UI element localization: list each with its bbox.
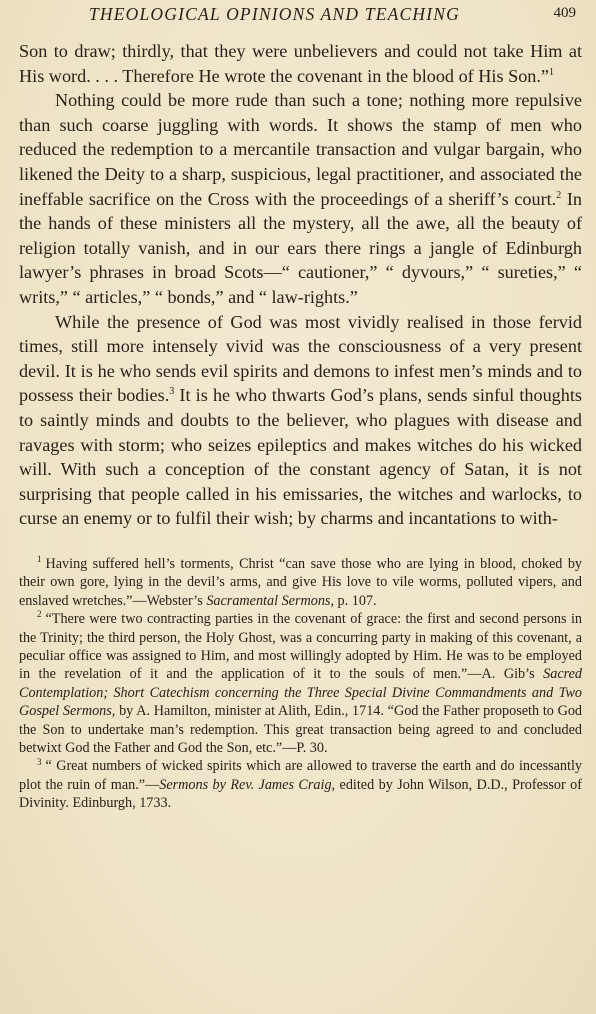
body-text xyxy=(19,39,582,531)
paragraph-text: It is he who thwarts God’s plans, sends sinful thoughts to saintly minds and doubts to the believer, who plagues with disease and ravages with storm; who seizes epileptics and makes witches do his wicked will. With such a conception of the constant agency of Satan, it is not surprising that people called in his emissaries, the witches and warlocks, to curse an enemy or to fulfil their wish; by charms and incantations to with- xyxy=(19,385,582,529)
paragraph-continued xyxy=(19,39,582,88)
footnotes xyxy=(19,555,582,813)
footnote-text: “There were two contracting parties in the covenant of grace: the first and second persons in the Trinity; the third person, the Holy Ghost, was a concurring party in making of this covenant, a peculiar office was assigned to Him, and most willingly adopted by Him. He was to be employed in the revelation of it and the application of it to the souls of men.”—A. Gib’s xyxy=(19,611,582,683)
footnote xyxy=(19,555,582,610)
paragraph-text: In the hands of these ministers all the mystery, all the awe, all the beauty of religion totally vanish, and in our ears there rings a jangle of Edinburgh lawyer’s phrases in broad Scots—“ cautioner,” “ dyvours,” “ sureties,” “ writs,” “ articles,” “ bonds,” and “ law-rights.” xyxy=(19,188,582,307)
footnote-reference: 2 xyxy=(556,189,562,201)
footnote-reference: 1 xyxy=(549,66,555,78)
cited-work: Sacramental Sermons xyxy=(206,592,331,609)
cited-work: Sermons by Rev. James Craig xyxy=(159,776,332,793)
footnote-mark: 1 xyxy=(37,554,42,565)
footnote-text: “ Great numbers of wicked spirits which are allowed to traverse the earth and do incessantly plot the ruin of man.”— xyxy=(19,758,582,793)
running-head xyxy=(19,4,582,26)
footnote-text: , p. 107. xyxy=(330,592,377,609)
page-number: 409 xyxy=(553,5,576,21)
paragraph xyxy=(19,88,582,309)
paragraph-text: Nothing could be more rude than such a tone; nothing more repulsive than such coarse juggling with words. It shows the stamp of men who reduced the redemption to a mercantile transaction and vulgar bargain, who likened the Deity to a sharp, suspicious, legal practitioner, and associated the ineffable sacrifice on the Cross with the proceedings of a sheriff’s court. xyxy=(19,90,582,209)
footnote-text: Having suffered hell’s torments, Christ “can save those who are lying in blood, choked by their own gore, lying in the devil’s arms, and give His love to vile worms, polluted vipers, and enslaved wretches.”—Webster’s xyxy=(19,555,582,609)
footnote-text: , by A. Hamilton, minister at Alith, Edin., 1714. “God the Father proposeth to God the Son to undertake man’s redemption. This great transaction being agreed to and concluded betwixt God the Father and God the Son, etc.”—P. 30. xyxy=(19,703,583,756)
footnote-reference: 3 xyxy=(169,386,175,398)
footnote xyxy=(19,610,582,757)
paragraph xyxy=(19,310,582,531)
footnote-text: , edited by John Wilson, D.D., Professor of Divinity. Edinburgh, 1733. xyxy=(19,776,582,812)
footnote-mark: 3 xyxy=(37,756,42,767)
footnote xyxy=(19,757,582,812)
paragraph-text: While the presence of God was most vividly realised in those fervid times, still more intensely vivid was the consciousness of a very present devil. It is he who sends evil spirits and demons to infest men’s minds and to possess their bodies. xyxy=(19,311,582,406)
running-title: THEOLOGICAL OPINIONS AND TEACHING xyxy=(89,4,460,24)
cited-work: Sacred Contemplation; Short Catechism concerning the Three Special Divine Commandments and Two Gospel Sermons xyxy=(19,666,582,720)
paragraph-text: Son to draw; thirdly, that they were unbelievers and could not take Him at His word. . . . Therefore He wrote the covenant in the blood of His Son.” xyxy=(19,41,582,86)
footnote-mark: 2 xyxy=(37,609,42,620)
